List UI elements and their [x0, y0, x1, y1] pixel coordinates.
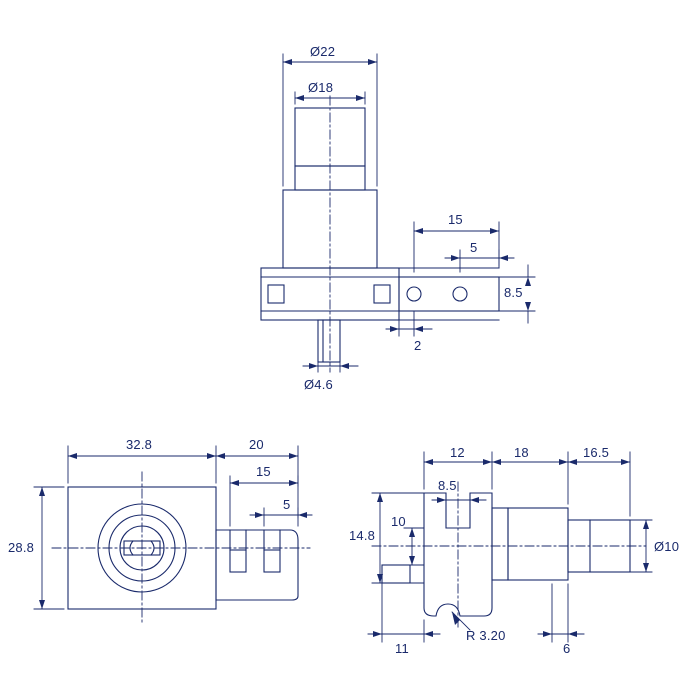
dim-label-15-top: 15 [448, 212, 463, 227]
dim-label-10: 10 [391, 514, 406, 529]
dim-label-15-front: 15 [256, 464, 271, 479]
top-view-dimension-lines [283, 54, 535, 372]
dim-label-8.5-side: 8.5 [438, 478, 457, 493]
dim-label-8.5-top: 8.5 [504, 285, 523, 300]
dim-label-5-top: 5 [470, 240, 478, 255]
dim-label-28.8: 28.8 [8, 540, 35, 555]
dim-label-18: 18 [514, 445, 529, 460]
side-view-body [382, 493, 630, 616]
dim-label-20: 20 [249, 437, 264, 452]
dim-label-d4.6: Ø4.6 [304, 377, 333, 392]
dim-label-16.5: 16.5 [583, 445, 610, 460]
side-view-centerline [372, 482, 646, 628]
dim-label-d22: Ø22 [310, 44, 336, 59]
side-view-dimension-lines [368, 452, 652, 642]
dim-label-12: 12 [450, 445, 465, 460]
dim-label-11: 11 [395, 641, 409, 656]
top-view-body [261, 108, 499, 362]
dim-label-d18: Ø18 [308, 80, 334, 95]
dim-label-2-top: 2 [414, 338, 422, 353]
dim-label-r3.20: R 3.20 [466, 628, 506, 643]
dim-label-6: 6 [563, 641, 571, 656]
dim-label-14.8: 14.8 [349, 528, 376, 543]
dim-label-32.8: 32.8 [126, 437, 153, 452]
dim-label-d10: Ø10 [654, 539, 680, 554]
dim-label-5-front: 5 [283, 497, 291, 512]
side-view-arrowheads [373, 459, 649, 637]
top-view-arrowheads [283, 59, 531, 369]
